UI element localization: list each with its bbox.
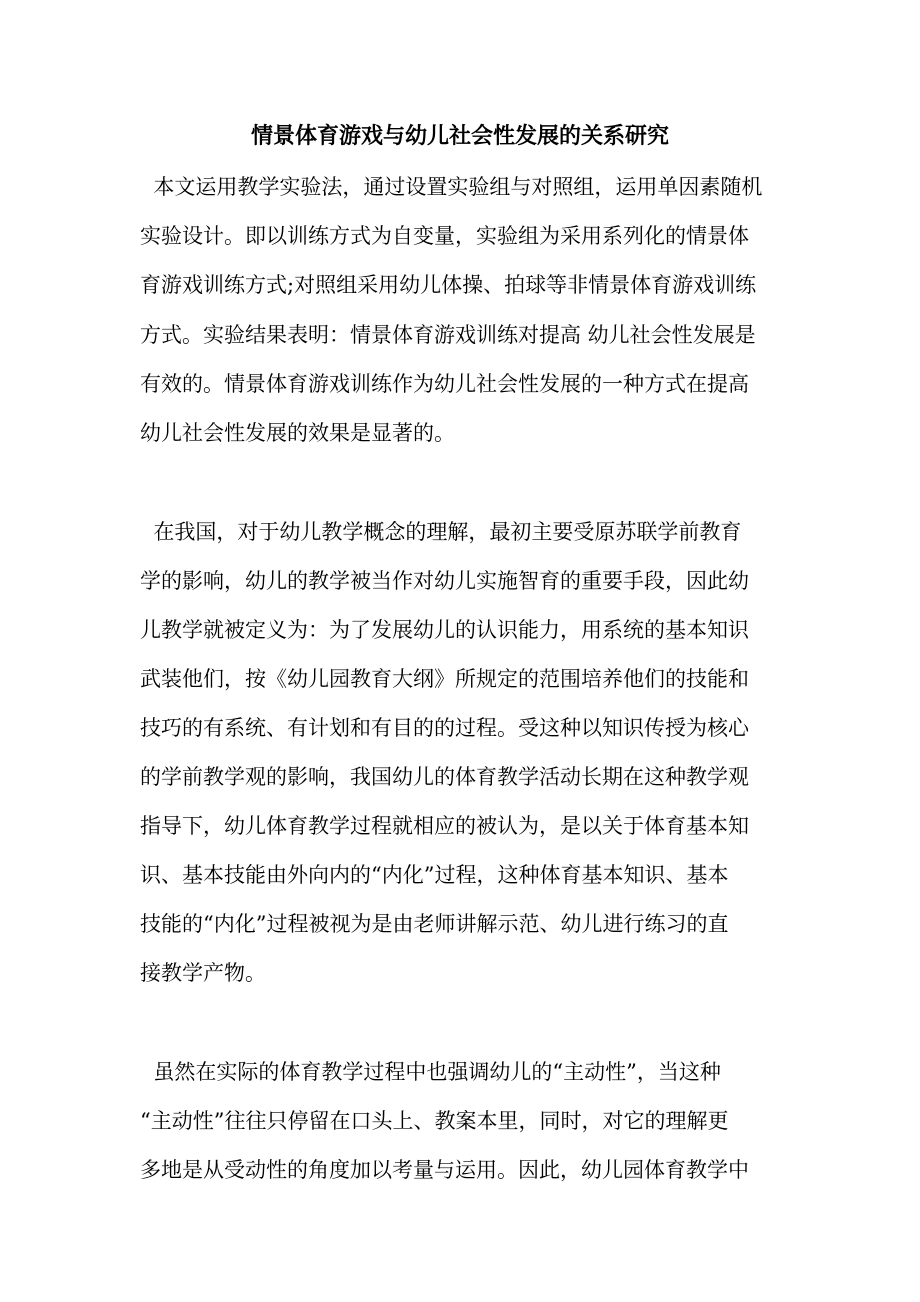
- paragraph-2-line-10: 接教学产物。: [140, 961, 266, 985]
- paragraph-2-line-8: 识、基本技能由外向内的“内化”过程，这种体育基本知识、基本: [140, 863, 729, 887]
- paragraph-3-line-2: “主动性”往往只停留在口头上、教案本里，同时，对它的理解更: [140, 1109, 729, 1133]
- paragraph-3-line-3: 多地是从受动性的角度加以考量与运用。因此，幼儿园体育教学中: [140, 1158, 749, 1182]
- paragraph-2-line-2: 学的影响，幼儿的教学被当作对幼儿实施智育的重要手段，因此幼: [140, 569, 749, 593]
- paragraph-1-line-4: 方式。实验结果表明：情景体育游戏训练对提高 幼儿社会性发展是: [140, 323, 756, 347]
- paragraph-2-line-7: 指导下，幼儿体育教学过程就相应的被认为，是以关于体育基本知: [140, 814, 749, 838]
- paragraph-1-line-5: 有效的。情景体育游戏训练作为幼儿社会性发展的一种方式在提高: [140, 372, 749, 396]
- paragraph-2-line-5: 技巧的有系统、有计划和有目的的过程。受这种以知识传授为核心: [140, 716, 749, 740]
- document-title: 情景体育游戏与幼儿社会性发展的关系研究: [250, 123, 669, 149]
- paragraph-1-line-6: 幼儿社会性发展的效果是显著的。: [140, 421, 455, 445]
- paragraph-2-line-3: 儿教学就被定义为：为了发展幼儿的认识能力，用系统的基本知识: [140, 618, 749, 642]
- paragraph-1-line-1: 本文运用教学实验法，通过设置实验组与对照组，运用单因素随机: [140, 175, 763, 199]
- paragraph-2-line-6: 的学前教学观的影响，我国幼儿的体育教学活动长期在这种教学观: [140, 765, 749, 789]
- paragraph-2-line-9: 技能的“内化”过程被视为是由老师讲解示范、幼儿进行练习的直: [140, 912, 729, 936]
- paragraph-1-line-2: 实验设计。即以训练方式为自变量，实验组为采用系列化的情景体: [140, 224, 749, 248]
- paragraph-1-line-3: 育游戏训练方式;对照组采用幼儿体操、拍球等非情景体育游戏训练: [140, 273, 757, 297]
- paragraph-2-line-1: 在我国，对于幼儿教学概念的理解，最初主要受原苏联学前教育: [140, 520, 742, 544]
- paragraph-3-line-1: 虽然在实际的体育教学过程中也强调幼儿的“主动性”，当这种: [140, 1060, 721, 1084]
- paragraph-2-line-4: 武装他们，按《幼儿园教育大纲》所规定的范围培养他们的技能和: [140, 667, 749, 691]
